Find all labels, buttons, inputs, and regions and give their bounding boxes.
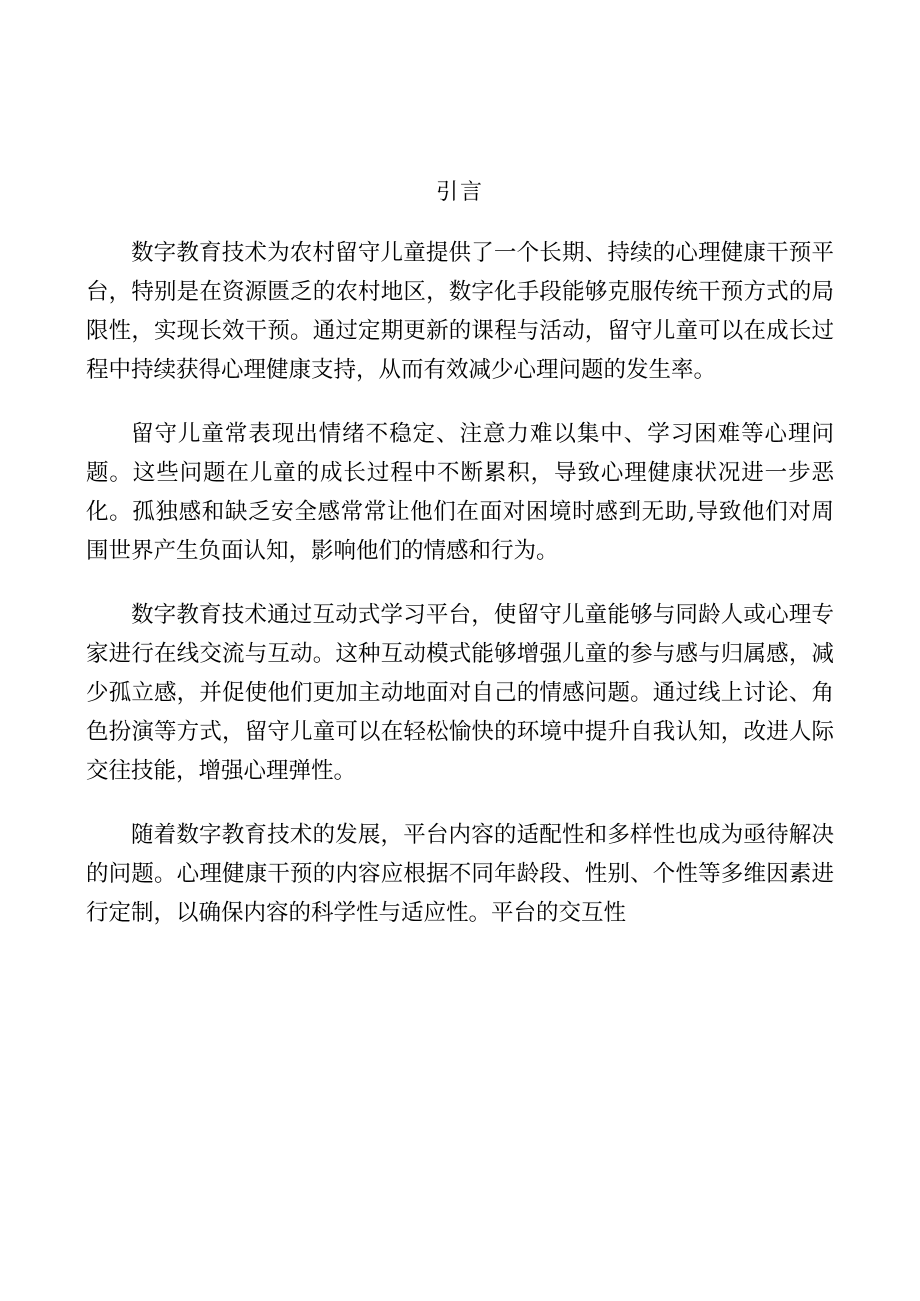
paragraph-4: 随着数字教育技术的发展，平台内容的适配性和多样性也成为亟待解决的问题。心理健康干预的内容应根据不同年龄段、性别、个性等多维因素进行定制，以确保内容的科学性与适应性。平台的交互性 <box>86 822 834 926</box>
paragraph-1: 数字教育技术为农村留守儿童提供了一个长期、持续的心理健康干预平台，特别是在资源匮乏的农村地区，数字化手段能够克服传统干预方式的局限性，实现长效干预。通过定期更新的课程与活动，留守儿童可以在成长过程中持续获得心理健康支持，从而有效减少心理问题的发生率。 <box>86 240 834 383</box>
document-title: 引言 <box>435 180 484 205</box>
paragraph-2: 留守儿童常表现出情绪不稳定、注意力难以集中、学习困难等心理问题。这些问题在儿童的成长过程中不断累积，导致心理健康状况进一步恶化。孤独感和缺乏安全感常常让他们在面对困境时感到无助,导致他们对周围世界产生负面认知，影响他们的情感和行为。 <box>86 421 834 564</box>
document-body <box>86 234 834 958</box>
paragraph-3: 数字教育技术通过互动式学习平台，使留守儿童能够与同龄人或心理专家进行在线交流与互动。这种互动模式能够增强儿童的参与感与归属感，减少孤立感，并促使他们更加主动地面对自己的情感问题。通过线上讨论、角色扮演等方式，留守儿童可以在轻松愉快的环境中提升自我认知，改进人际交往技能，增强心理弹性。 <box>86 602 834 784</box>
